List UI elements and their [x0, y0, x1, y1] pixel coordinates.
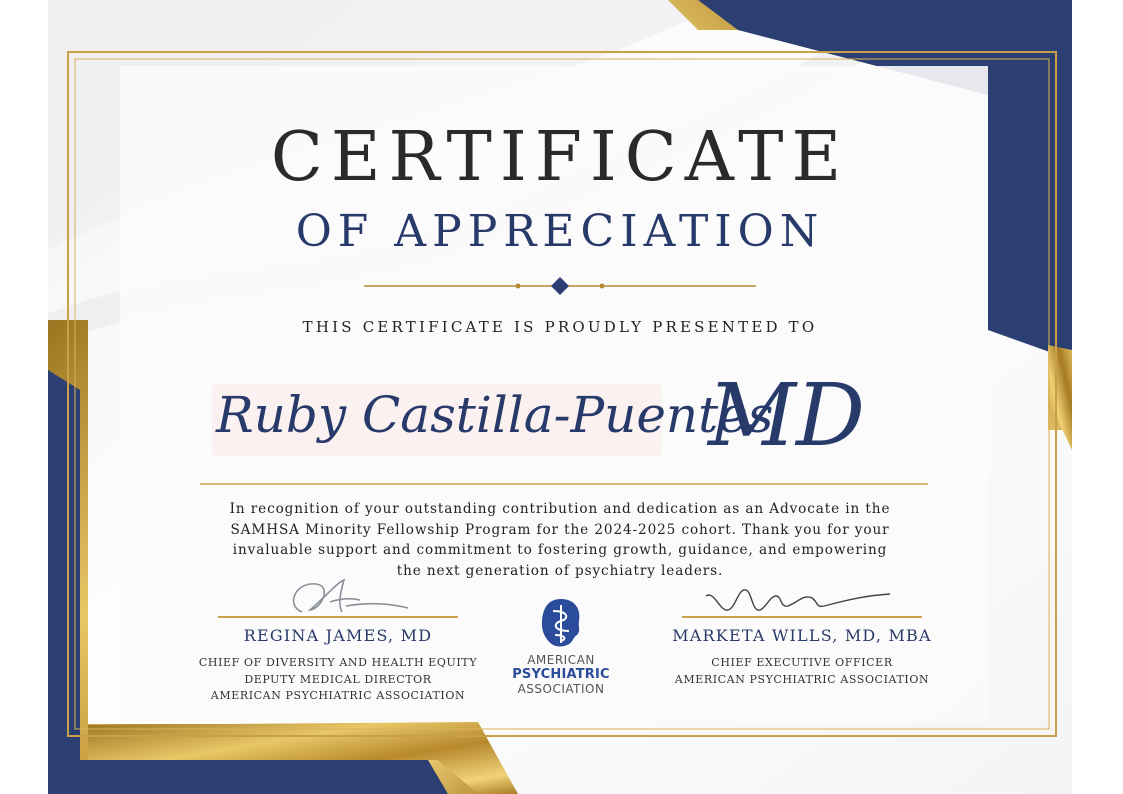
- certificate-title: CERTIFICATE: [270, 118, 850, 197]
- signature-line: [218, 616, 458, 618]
- signatory-right: [642, 574, 962, 688]
- recipient-name: Ruby Castilla-Puentes: [216, 386, 774, 444]
- logo-line3: ASSOCIATION: [517, 682, 605, 696]
- signatory-title: DEPUTY MEDICAL DIRECTOR: [244, 672, 432, 686]
- signatory-name: REGINA JAMES, MD: [243, 626, 433, 645]
- signatory-titles: [642, 655, 962, 688]
- signatory-title: AMERICAN PSYCHIATRIC ASSOCIATION: [210, 689, 466, 702]
- certificate-subtitle: OF APPRECIATION: [295, 206, 825, 257]
- signatory-title: CHIEF EXECUTIVE OFFICER: [711, 656, 893, 669]
- signatory-title: AMERICAN PSYCHIATRIC ASSOCIATION: [674, 672, 930, 686]
- signatory-title: CHIEF OF DIVERSITY AND HEALTH EQUITY: [198, 656, 478, 669]
- caduceus-head-icon: [539, 597, 583, 649]
- presented-to-text: THIS CERTIFICATE IS PROUDLY PRESENTED TO: [302, 318, 818, 336]
- signatory-titles: [188, 655, 488, 705]
- body-line: In recognition of your outstanding contribution and dedication as an Advocate in the: [229, 501, 891, 517]
- signatory-name: MARKETA WILLS, MD, MBA: [672, 626, 932, 645]
- signature-line: [682, 616, 922, 618]
- logo-line1: AMERICAN: [527, 653, 595, 667]
- recipient-suffix: MD: [708, 366, 866, 466]
- logo-line2: PSYCHIATRIC: [512, 667, 610, 682]
- recognition-text: [188, 499, 932, 581]
- body-line: invaluable support and commitment to fostering growth, guidance, and empowering: [232, 542, 888, 558]
- signatory-left: [188, 574, 488, 705]
- recipient: [208, 368, 928, 468]
- apa-logo: [501, 597, 621, 696]
- body-line: SAMHSA Minority Fellowship Program for the 2024-2025 cohort. Thank you for your: [230, 521, 890, 538]
- body-line: the next generation of psychiatry leaders.: [396, 562, 724, 579]
- certificate: [48, 0, 1072, 794]
